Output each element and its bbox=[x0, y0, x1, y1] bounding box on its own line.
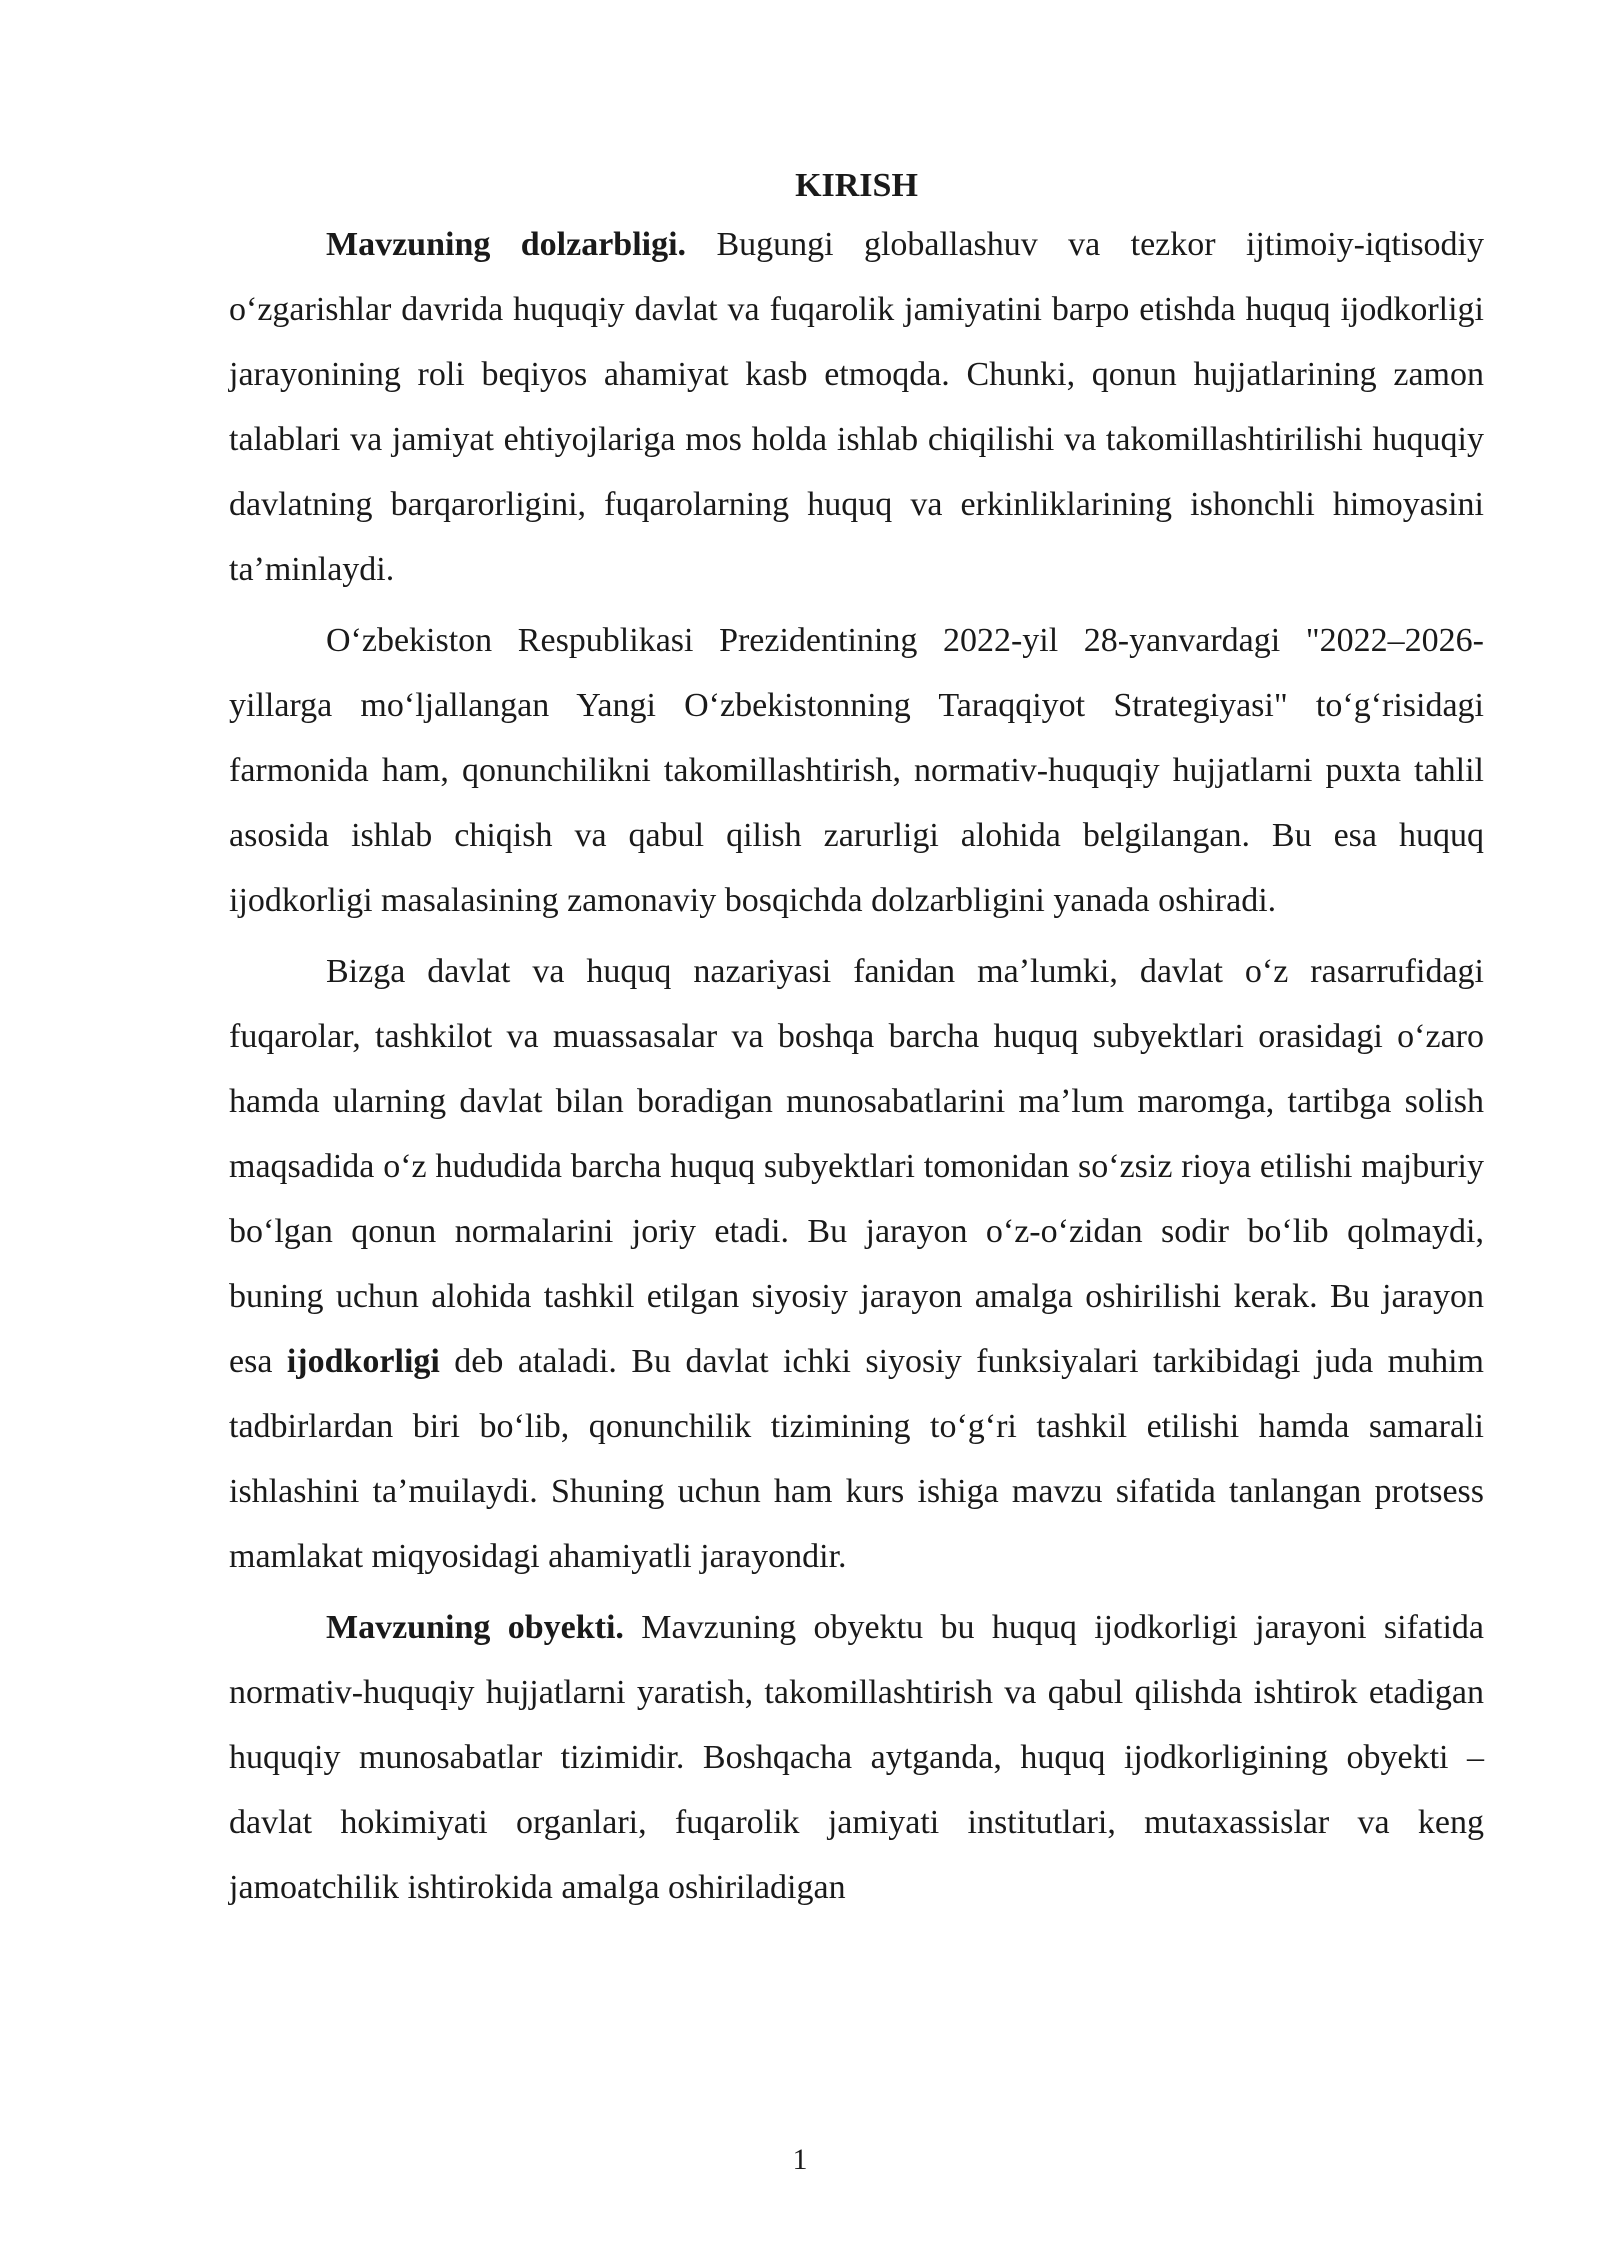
paragraph-bold-term: ijodkorligi bbox=[286, 1343, 440, 1380]
paragraph-lead: Mavzuning obyekti. bbox=[326, 1609, 624, 1646]
paragraph-theory bbox=[229, 939, 1484, 1589]
page-number: 1 bbox=[792, 2143, 808, 2176]
paragraph-text: Bizga davlat va huquq nazariyasi fanidan maʼlumki, davlat oʻz rasarrufidagi fuqarolar, tashkilot va muassasalar va boshqa barcha huquq subyektlari orasidagi oʻzaro hamda ularning davlat bilan boradigan munosabatlarini maʼlum maromga, tartibga solish maqsadida oʻz hududida barcha huquq subyektlari tomonidan soʻzsiz rioya etilishi majburiy boʻlgan qonun normalarini joriy etadi. Bu jarayon oʻz-oʻzidan sodir boʻlib qolmaydi, buning uchun alohida tashkil etilgan siyosiy jarayon amalga oshirilishi kerak. Bu jarayon esa bbox=[229, 953, 1484, 1380]
paragraph-object bbox=[229, 1595, 1484, 1920]
paragraph-text: deb ataladi. Bu davlat ichki siyosiy funksiyalari tarkibidagi juda muhim tadbirlardan biri boʻlib, qonunchilik tizimining toʻgʻri tashkil etilishi hamda samarali ishlashini taʼmuilaydi. Shuning uchun ham kurs ishiga mavzu sifatida tanlangan protsess mamlakat miqyosidagi ahamiyatli jarayondir. bbox=[229, 1343, 1484, 1575]
paragraph-text: Oʻzbekiston Respublikasi Prezidentining 2022-yil 28-yanvardagi "2022–2026-yillarga moʻljallangan Yangi Oʻzbekistonning Taraqqiyot Strategiyasi" toʻgʻrisidagi farmonida ham, qonunchilikni takomillashtirish, normativ-huquqiy hujjatlarni puxta tahlil asosida ishlab chiqish va qabul qilish zarurligi alohida belgilangan. Bu esa huquq ijodkorligi masalasining zamonaviy bosqichda dolzarbligini yanada oshiradi. bbox=[229, 622, 1484, 919]
paragraph-text: Mavzuning obyektu bu huquq ijodkorligi jarayoni sifatida normativ-huquqiy hujjatlarni yaratish, takomillashtirish va qabul qilishda ishtirok etadigan huquqiy munosabatlar tizimidir. Boshqacha aytganda, huquq ijodkorligining obyekti – davlat hokimiyati organlari, fuqarolik jamiyati institutlari, mutaxassislar va keng jamoatchilik ishtirokida amalga oshiriladigan bbox=[229, 1609, 1484, 1906]
page-content bbox=[229, 160, 1484, 1926]
paragraph-strategy bbox=[229, 608, 1484, 933]
page-title: KIRISH bbox=[795, 167, 918, 204]
paragraph-text: Bugungi globallashuv va tezkor ijtimoiy-iqtisodiy oʻzgarishlar davrida huquqiy davlat va fuqarolik jamiyatini barpo etishda huquq ijodkorligi jarayonining roli beqiyos ahamiyat kasb etmoqda. Chunki, qonun hujjatlarining zamon talablari va jamiyat ehtiyojlariga mos holda ishlab chiqilishi va takomillashtirilishi huquqiy davlatning barqarorligini, fuqarolarning huquq va erkinliklarining ishonchli himoyasini taʼminlaydi. bbox=[229, 226, 1484, 588]
paragraph-relevance bbox=[229, 212, 1484, 602]
paragraph-lead: Mavzuning dolzarbligi. bbox=[326, 226, 687, 263]
